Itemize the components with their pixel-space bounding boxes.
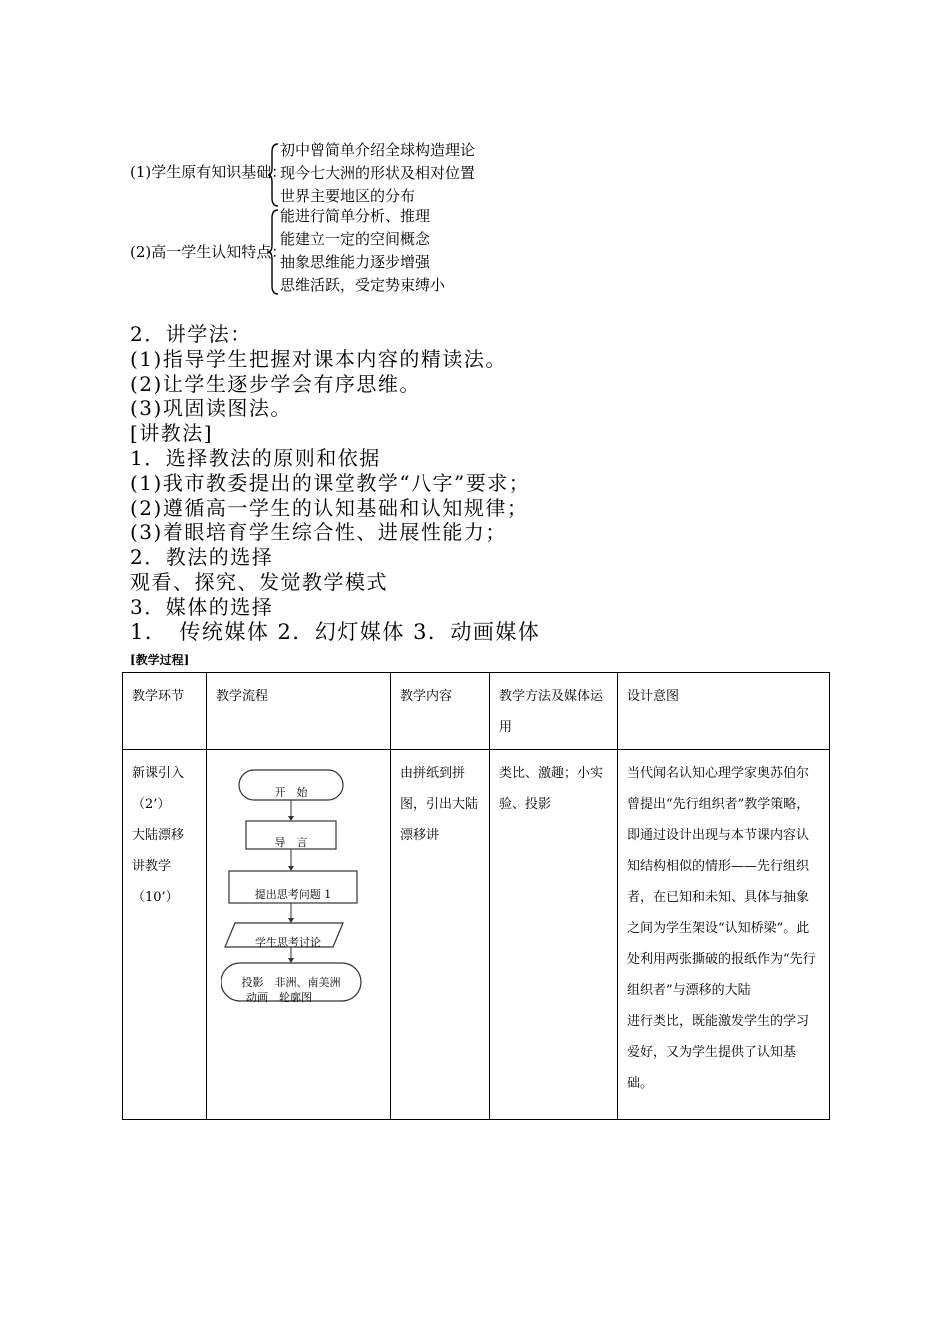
intent-text: 当代闻名认知心理学家奥苏伯尔曾提出“先行组织者”教学策略，即通过设计出现与本节课内容认知结构相似的情形——先行组织者，在已知和未知、具体与抽象之间为学生架设“认知桥梁”。此处利用两张撕破的报纸作为“先行组织者”与漂移的大陆 bbox=[627, 766, 816, 998]
cognition-diagram bbox=[130, 206, 490, 298]
header-content: 教学内容 bbox=[391, 673, 490, 750]
stage-line: 新课引入 bbox=[132, 766, 185, 781]
table-row bbox=[123, 750, 830, 1120]
text-line: (1)我市教委提出的课堂教学“八字”要求； bbox=[130, 470, 531, 495]
stage-cell bbox=[123, 750, 207, 1120]
header-method: 教学方法及媒体运用 bbox=[490, 673, 618, 750]
flow-discussion-label: 学生思考讨论 bbox=[255, 936, 321, 949]
header-intent: 设计意图 bbox=[618, 673, 830, 750]
text-line: 1．选择教法的原则和依据 bbox=[130, 445, 381, 470]
process-title: [教学过程] bbox=[130, 653, 190, 667]
stage-line: 讲教学 bbox=[132, 859, 172, 874]
stage-line: （2’） bbox=[132, 797, 171, 812]
intent-cell bbox=[618, 750, 830, 1120]
stage-line: 大陆漂移 bbox=[132, 828, 185, 843]
body-text bbox=[130, 322, 540, 644]
text-line: (2)遵循高一学生的认知基础和认知规律； bbox=[130, 495, 529, 520]
text-line: (2)让学生逐步学会有序思维。 bbox=[130, 371, 421, 396]
flow-projection-label: 投影 非洲、南美洲 bbox=[241, 976, 341, 989]
header-stage: 教学环节 bbox=[123, 673, 207, 750]
brace-icon bbox=[268, 208, 280, 296]
flowchart bbox=[221, 762, 381, 1012]
text-line: 2．教法的选择 bbox=[130, 545, 274, 570]
knowledge-item: 世界主要地区的分布 bbox=[280, 187, 416, 205]
knowledge-item: 初中曾简单介绍全球构造理论 bbox=[280, 141, 476, 159]
flow-animation-label: 动画 轮廓图 bbox=[246, 991, 312, 1004]
text-line: (3)着眼培育学生综合性、进展性能力； bbox=[130, 520, 507, 545]
cognition-items bbox=[280, 205, 445, 297]
cognition-item: 思维活跃，受定势束缚小 bbox=[280, 276, 446, 294]
text-line: [讲教法] bbox=[130, 421, 214, 446]
cognition-item: 能进行简单分析、推理 bbox=[280, 207, 431, 225]
flow-question-label: 提出思考问题 1 bbox=[254, 888, 332, 901]
flow-cell bbox=[207, 750, 391, 1120]
knowledge-base-items bbox=[280, 139, 475, 208]
method-cell: 类比、激趣；小实验、投影 bbox=[490, 750, 618, 1120]
text-line: 1． 传统媒体 2．幻灯媒体 3．动画媒体 bbox=[130, 619, 541, 644]
knowledge-item: 现今七大洲的形状及相对位置 bbox=[280, 164, 476, 182]
cognition-item: 能建立一定的空间概念 bbox=[280, 230, 431, 248]
knowledge-base-label: (1)学生原有知识基础： bbox=[130, 163, 287, 181]
knowledge-base-diagram bbox=[130, 140, 490, 210]
lesson-table bbox=[122, 672, 830, 1120]
text-line: (3)巩固读图法。 bbox=[130, 396, 292, 421]
stage-line: （10’） bbox=[132, 890, 179, 905]
header-flow: 教学流程 bbox=[207, 673, 391, 750]
text-line: 3．媒体的选择 bbox=[130, 594, 274, 619]
cognition-item: 抽象思维能力逐步增强 bbox=[280, 253, 431, 271]
text-line: 观看、探究、发觉教学模式 bbox=[130, 569, 388, 594]
content-cell: 由拼纸到拼图，引出大陆漂移讲 bbox=[391, 750, 490, 1120]
flow-intro-label: 导 言 bbox=[274, 836, 308, 849]
text-line: 2．讲学法： bbox=[130, 322, 252, 346]
brace-icon bbox=[268, 142, 280, 208]
text-line: (1)指导学生把握对课本内容的精读法。 bbox=[130, 346, 507, 371]
cognition-label: (2)高一学生认知特点： bbox=[130, 243, 287, 261]
flow-start-label: 开 始 bbox=[274, 786, 308, 799]
table-header-row bbox=[123, 673, 830, 750]
intent-text-extra: 进行类比，既能激发学生的学习爱好，又为学生提供了认知基础。 bbox=[627, 1014, 810, 1091]
